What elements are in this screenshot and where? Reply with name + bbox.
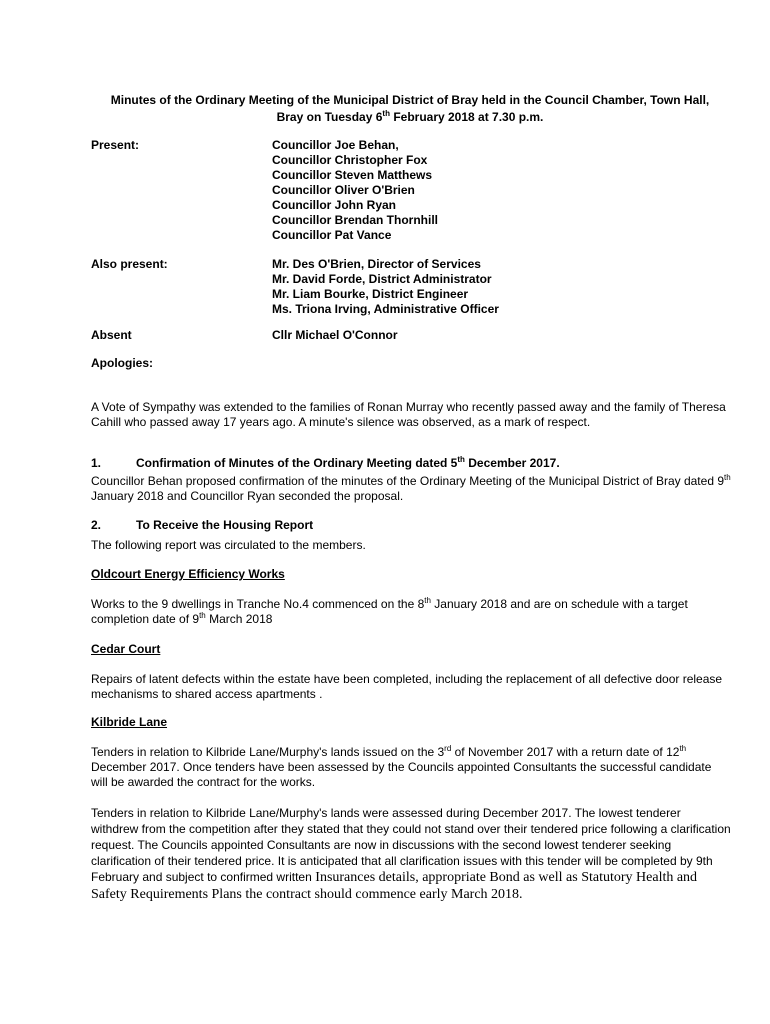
present-name: Councillor Steven Matthews (272, 168, 433, 182)
item-2-body: The following report was circulated to the members. (91, 538, 366, 552)
item-1-heading-superscript: th (457, 455, 465, 464)
also-present-name: Ms. Triona Irving, Administrative Officer (272, 302, 499, 316)
oldcourt-superscript: th (199, 611, 206, 620)
present-name: Councillor John Ryan (272, 198, 397, 212)
present-name: Councillor Oliver O'Brien (272, 183, 415, 197)
oldcourt-superscript: th (424, 596, 431, 605)
absent-name (272, 328, 398, 343)
oldcourt-body-middle: January 2018 and are on schedule with a target completion date of 9 (91, 597, 688, 626)
item-1-body-end: January 2018 and Councillor Ryan seconded the proposal. (91, 489, 404, 503)
present-name: Councillor Brendan Thornhill (272, 213, 438, 227)
also-present-label: Also present: (91, 257, 168, 271)
item-1-body-superscript: th (724, 473, 731, 482)
item-1-heading (136, 456, 560, 471)
sympathy-paragraph: A Vote of Sympathy was extended to the families of Ronan Murray who recently passed away and the family of Theresa Cahill who passed away 17 years ago. A minute's silence was observed, as a mark of respect. (91, 400, 726, 429)
kilbride-paragraph-2 (91, 805, 731, 903)
kilbride-p1-middle: of November 2017 with a return date of 12 (451, 745, 680, 759)
title-line-2-start: Bray on Tuesday 6 (276, 110, 383, 124)
also-present-name: Mr. Liam Bourke, District Engineer (272, 287, 469, 301)
absent-member: Cllr Michael O'Connor (272, 328, 398, 342)
oldcourt-body (91, 597, 731, 627)
oldcourt-heading: Oldcourt Energy Efficiency Works (91, 567, 285, 581)
item-2-heading: To Receive the Housing Report (136, 518, 314, 532)
cedar-court-body: Repairs of latent defects within the estate have been completed, including the replacement of all defective door release mechanisms to shared access apartments . (91, 672, 723, 701)
kilbride-paragraph-1 (91, 745, 731, 790)
title-line-2-end: February 2018 at 7.30 p.m. (389, 110, 544, 124)
title-superscript: th (382, 109, 390, 118)
present-label: Present: (91, 138, 140, 152)
item-1-heading-start: Confirmation of Minutes of the Ordinary Meeting dated 5 (136, 456, 458, 470)
item-1-body-start: Councillor Behan proposed confirmation of the minutes of the Ordinary Meeting of the Municipal District of Bray dated 9 (91, 474, 724, 488)
present-name: Councillor Joe Behan, (272, 138, 399, 152)
title-line-2 (80, 109, 740, 126)
also-present-list (272, 257, 499, 317)
oldcourt-body-start: Works to the 9 dwellings in Tranche No.4 commenced on the 8 (91, 597, 425, 611)
item-1-body (91, 474, 731, 504)
oldcourt-body-end: March 2018 (205, 612, 273, 626)
also-present-name: Mr. David Forde, District Administrator (272, 272, 492, 286)
kilbride-superscript: th (679, 744, 687, 753)
kilbride-lane-heading: Kilbride Lane (91, 715, 168, 729)
kilbride-p1-start: Tenders in relation to Kilbride Lane/Murphy's lands issued on the 3 (91, 745, 445, 759)
meeting-title (80, 92, 740, 126)
present-list (272, 138, 438, 243)
kilbride-p1-end: December 2017. Once tenders have been assessed by the Councils appointed Consultants the successful candidate will be awarded the contract for the works. (91, 760, 712, 789)
also-present-name: Mr. Des O'Brien, Director of Services (272, 257, 481, 271)
absent-label: Absent (91, 328, 132, 342)
kilbride-superscript: rd (444, 744, 452, 753)
title-line-1: Minutes of the Ordinary Meeting of the Municipal District of Bray held in the Council Chamber, Town Hall, (110, 93, 710, 107)
present-name: Councillor Pat Vance (272, 228, 392, 242)
kilbride-p2-start: Tenders in relation to Kilbride Lane/Murphy's lands were assessed during December 2017. The lowest tenderer withdrew from the competition after they stated that they could not stand over their tendered price following a clarification request. The Councils appointed Consultants are now in discussions with the second lowest tenderer seeking clarification of their tendered price. It is anticipated that all clarification issues with this tender will be completed by 9th February and subject to confirmed written (91, 806, 731, 884)
item-2-number: 2. (91, 518, 102, 532)
item-1-number: 1. (91, 456, 102, 470)
present-name: Councillor Christopher Fox (272, 153, 428, 167)
kilbride-p2-end: Insurances details, appropriate Bond as well as Statutory Health and Safety Requirements Plans the contract should commence early March 2018. (91, 870, 698, 902)
apologies-label: Apologies: (91, 356, 153, 370)
cedar-court-heading: Cedar Court (91, 642, 161, 656)
item-1-heading-end: December 2017. (464, 456, 560, 470)
